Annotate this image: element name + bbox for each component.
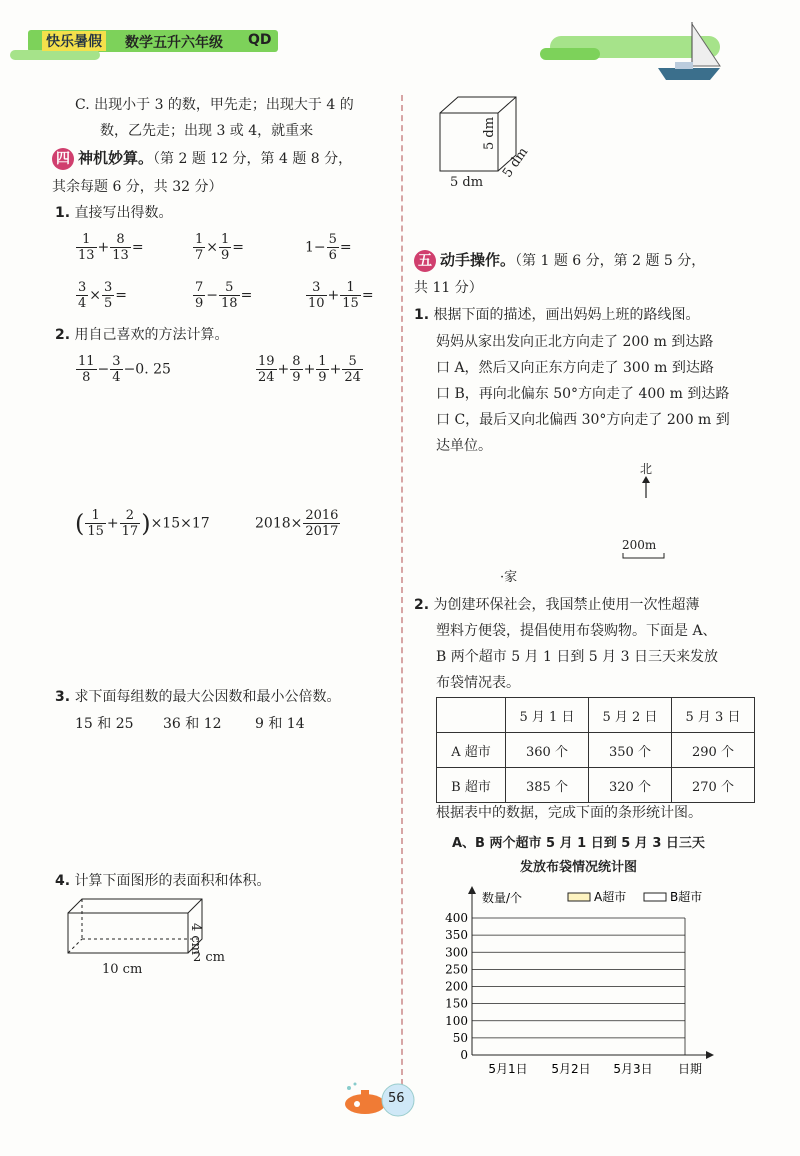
x-tick-label: 5月3日	[613, 1062, 653, 1076]
north-arrow-icon	[640, 476, 652, 498]
q4-text: 计算下面图形的表面积和体积。	[74, 873, 271, 889]
r-q2-body-1: 2. 为创建环保社会，我国禁止使用一次性超薄	[414, 597, 700, 613]
y-axis-arrow	[468, 886, 476, 894]
section5-note-line2: 共 11 分）	[414, 280, 483, 296]
submarine-icon	[335, 1078, 425, 1118]
q3-group-2: 36 和 12	[163, 716, 222, 732]
r-q1-body-2: 口 A，然后又向正东方向走了 300 m 到达路	[436, 360, 714, 376]
legend-label: A超市	[594, 890, 627, 904]
bar-chart	[430, 880, 730, 1080]
north-label: 北	[640, 462, 653, 476]
q3-text: 求下面每组数的最大公因数和最小公倍数。	[74, 689, 341, 705]
section4-heading	[52, 146, 352, 172]
r-q2-body-3: B 两个超市 5 月 1 日到 5 月 3 日三天来发放	[436, 649, 718, 665]
q2-expression-4: 2018× $\frac{2016}{2017}$	[255, 508, 339, 539]
header-edition: QD	[248, 32, 272, 48]
q2-number: 2.	[55, 327, 71, 343]
scale-bar	[622, 552, 666, 560]
section5-title: 动手操作。	[440, 251, 516, 269]
q2-text: 用自己喜欢的方法计算。	[74, 327, 229, 343]
q3-group-3: 9 和 14	[255, 716, 305, 732]
q1-item-1: $\frac{1}{13}$ + $\frac{8}{13}$ =	[78, 232, 144, 263]
q1-item-3: 1− $\frac{5}{6}$ =	[305, 232, 352, 263]
option-c-line1: C. 出现小于 3 的数，甲先走；出现大于 4 的	[75, 97, 354, 113]
section4-note-line2: 其余每题 6 分，共 32 分）	[52, 179, 223, 195]
scale-label: 200m	[622, 538, 657, 552]
legend-swatch	[644, 893, 666, 901]
q2-expression-3: ( $\frac{1}{15}$ + $\frac{2}{17}$ )×15×17	[75, 508, 210, 539]
q2-prompt	[55, 322, 229, 348]
cuboid-width-label: 2 cm	[193, 950, 226, 965]
q2-expression-1: $\frac{11}{8}$ − $\frac{3}{4}$ −0. 25	[78, 354, 171, 385]
after-table-text: 根据表中的数据，完成下面的条形统计图。	[436, 805, 702, 821]
table-row	[437, 733, 755, 768]
x-tick-label: 5月2日	[551, 1062, 591, 1076]
q1-prompt	[55, 200, 173, 226]
section5-note: （第 1 题 6 分，第 2 题 5 分，	[515, 253, 706, 269]
y-tick-label: 200	[445, 979, 468, 994]
q1-item-5: $\frac{7}{9}$ − $\frac{5}{18}$ =	[195, 280, 253, 311]
section4-badge: 四	[52, 148, 74, 170]
header-tag: 快乐暑假	[42, 31, 106, 51]
r-q1-body-5: 达单位。	[436, 438, 492, 454]
cuboid-height-label: 4 cm	[188, 923, 203, 956]
y-axis-label: 数量/个	[482, 891, 523, 905]
page-number: 56	[388, 1091, 405, 1106]
home-point: ·家	[500, 570, 518, 585]
section4-note: （第 2 题 12 分，第 4 题 8 分，	[153, 151, 353, 167]
x-tick-label: 5月1日	[488, 1062, 528, 1076]
table-header-cell: 5 月 1 日	[506, 698, 589, 733]
table-cell: B 超市	[437, 768, 506, 803]
legend-label: B超市	[670, 890, 703, 904]
q1-item-4: $\frac{3}{4}$ × $\frac{3}{5}$ =	[78, 280, 128, 311]
table-header-cell: 5 月 2 日	[589, 698, 672, 733]
r-q2-body-4: 布袋情况表。	[436, 675, 520, 691]
legend-swatch	[568, 893, 590, 901]
chart-subtitle: 发放布袋情况统计图	[520, 860, 638, 875]
table-cell: 270 个	[672, 768, 755, 803]
q1-text: 直接写出得数。	[74, 205, 173, 221]
x-axis-label: 日期	[678, 1062, 703, 1076]
q1-item-2: $\frac{1}{7}$ × $\frac{1}{9}$ =	[195, 232, 245, 263]
y-tick-label: 0	[460, 1048, 468, 1062]
table-row	[437, 768, 755, 803]
section5-heading	[414, 248, 705, 274]
table-cell: A 超市	[437, 733, 506, 768]
r-q1-prompt	[414, 302, 700, 328]
y-tick-label: 350	[445, 928, 468, 943]
y-tick-label: 400	[445, 911, 468, 925]
y-tick-label: 300	[445, 945, 468, 960]
q3-group-1: 15 和 25	[75, 716, 134, 732]
table-header-cell: 5 月 3 日	[672, 698, 755, 733]
header-subject: 数学五升六年级	[125, 35, 223, 51]
header-decoration	[10, 50, 100, 60]
table-cell: 320 个	[589, 768, 672, 803]
table-header-row	[437, 698, 755, 733]
r-q1-text: 根据下面的描述，画出妈妈上班的路线图。	[433, 307, 700, 323]
y-tick-label: 150	[445, 996, 468, 1011]
q2-expression-2: $\frac{19}{24}$ + $\frac{8}{9}$ + $\frac{1}{9}$ + $\frac{5}{24}$	[258, 354, 361, 385]
x-axis-arrow	[706, 1051, 714, 1059]
section5-badge: 五	[414, 250, 436, 272]
r-q1-body-4: 口 C，最后又向北偏西 30°方向走了 200 m 到	[436, 412, 730, 428]
option-c-line2: 数，乙先走；出现 3 或 4，就重来	[100, 123, 314, 139]
column-divider	[401, 95, 403, 1085]
q1-item-6: $\frac{3}{10}$ + $\frac{1}{15}$ =	[308, 280, 374, 311]
cube-edge-front: 5 dm	[482, 116, 497, 150]
cube-edge-depth: 5 dm	[500, 144, 532, 181]
q1-number: 1.	[55, 205, 71, 221]
y-tick-label: 100	[445, 1013, 468, 1028]
r-q1-body-1: 妈妈从家出发向正北方向走了 200 m 到达路	[436, 334, 714, 350]
sailboat-illustration	[540, 18, 780, 88]
chart-title: A、B 两个超市 5 月 1 日到 5 月 3 日三天	[452, 836, 705, 851]
q3-prompt	[55, 684, 341, 710]
cuboid-length-label: 10 cm	[102, 962, 143, 977]
section4-title: 神机妙算。	[78, 149, 154, 167]
table-cell: 360 个	[506, 733, 589, 768]
r-q1-body-3: 口 B，再向北偏东 50°方向走了 400 m 到达路	[436, 386, 730, 402]
q3-number: 3.	[55, 689, 71, 705]
table-cell: 350 个	[589, 733, 672, 768]
r-q2-body-2: 塑料方便袋，提倡使用布袋购物。下面是 A、	[436, 623, 717, 639]
r-q1-number: 1.	[414, 307, 430, 323]
y-tick-label: 50	[452, 1030, 468, 1045]
q4-number: 4.	[55, 873, 71, 889]
q4-prompt	[55, 868, 271, 894]
r-q2-number: 2.	[414, 597, 430, 613]
bag-table	[436, 697, 755, 803]
table-corner-cell	[437, 698, 506, 733]
table-cell: 290 个	[672, 733, 755, 768]
y-tick-label: 250	[445, 962, 468, 977]
table-cell: 385 个	[506, 768, 589, 803]
cube-edge-bottom: 5 dm	[450, 175, 484, 190]
